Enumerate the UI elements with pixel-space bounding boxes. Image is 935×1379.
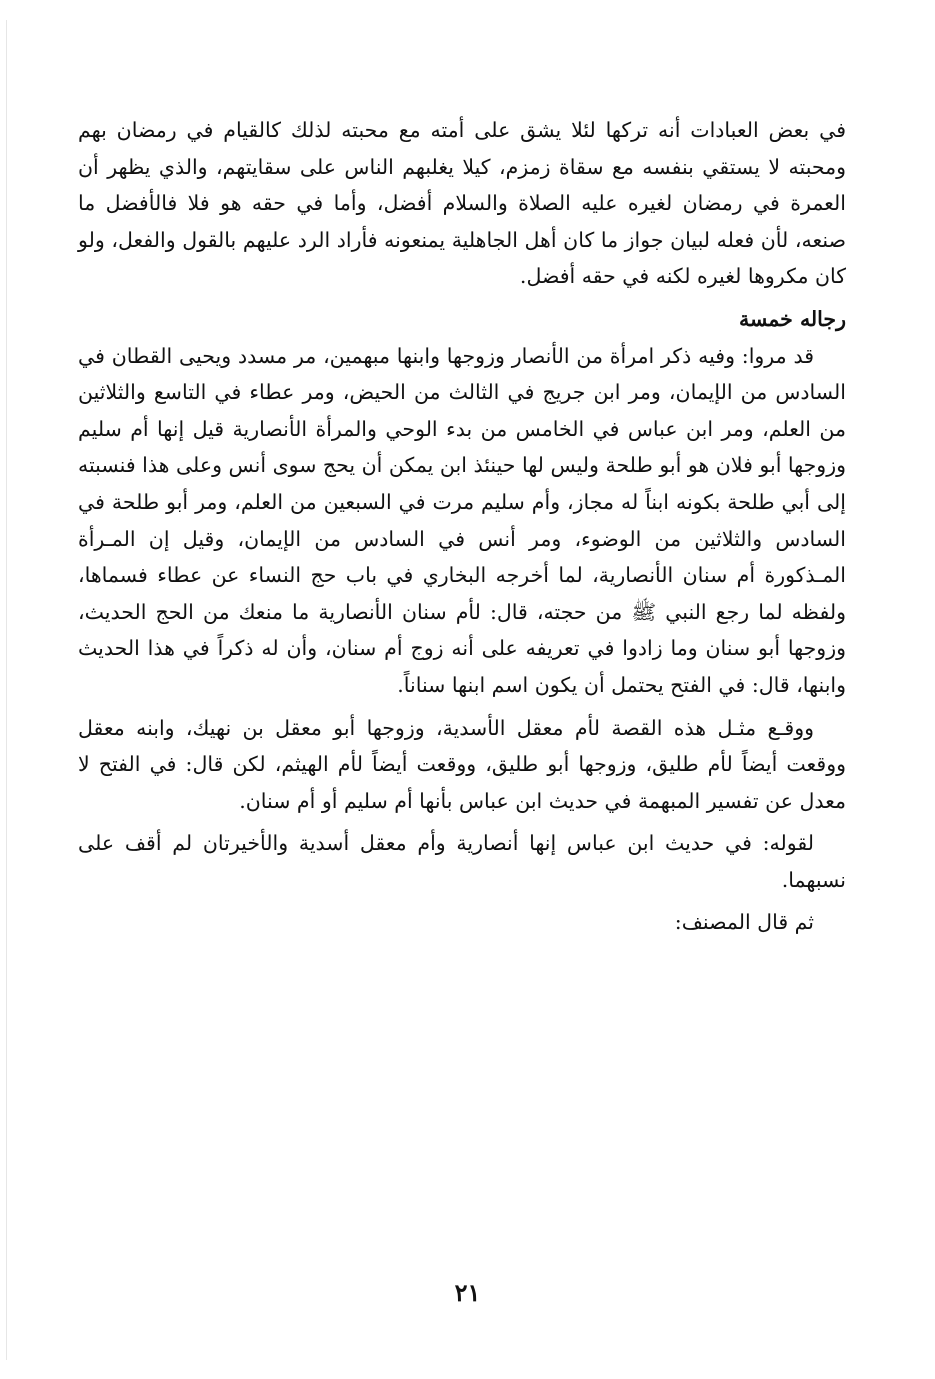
scan-edge-line xyxy=(6,20,7,1360)
page-body xyxy=(78,112,846,947)
paragraph-author-said: ثم قال المصنف: xyxy=(674,910,814,935)
paragraph-his-saying: لقوله: في حديث ابن عباس إنها أنصارية وأم معقل أسدية والأخيرتان لم أقف على نسبهما. xyxy=(78,831,846,892)
paragraph-similar-story: ووقـع مثـل هذه القصة لأم معقل الأسدية، وزوجها أبو معقل بن نهيك، وابنه معقل ووقعت أيضاً لأم طليق، وزوجها أبو طليق، ووقعت أيضاً لأم الهيثم، لكن قال: في الفتح لا معدل عن تفسير المبهمة في حديث ابن عباس بأنها أم سليم أو أم سنان. xyxy=(78,715,846,813)
page-number: ٢١ xyxy=(454,1278,481,1307)
section-heading: رجاله خمسة xyxy=(739,306,846,331)
paragraph-ramadan-umrah: في بعض العبادات أنه تركها لئلا يشق على أمته مع محبته لذلك كالقيام في رمضان بهم ومحبته لا يستقي بنفسه مع سقاة زمزم، كيلا يغلبهم الناس على سقايتهم، والذي يظهر أن العمرة في رمضان لغيره عليه الصلاة والسلام أفضل، وأما في حقه هو فلا فالأفضل ما صنعه، لأن فعله لبيان جواز ما كان أهل الجاهلية يمنعونه فأراد الرد عليهم بالقول والفعل، ولو كان مكروها لغيره لكنه في حقه أفضل. xyxy=(78,118,846,289)
paragraph-narrators: قد مروا: وفيه ذكر امرأة من الأنصار وزوجها وابنها مبهمين، مر مسدد ويحيى القطان في السادس من الإيمان، ومر ابن جريج في الثالث من الحيض، ومر عطاء في التاسع والثلاثين من العلم، ومر ابن عباس في الخامس من بدء الوحي والمرأة الأنصارية قيل إنها أم سليم وزوجها أبو فلان هو أبو طلحة وليس لها حينئذ ابن يمكن أن يحج سوى أنس وعلى هذا فنسبته إلى أبي طلحة بكونه ابناً له مجاز، وأم سليم مرت في السبعين من العلم، ومر أبو طلحة في السادس والثلاثين من الوضوء، ومر أنس في السادس من الإيمان، وقيل إن المـرأة المـذكورة أم سنان الأنصارية، لما أخرجه البخاري في باب حج النساء عن عطاء فسماها، ولفظه لما رجع النبي ﷺ من حجته، قال: لأم سنان الأنصارية ما منعك من الحج الحديث، وزوجها أبو سنان وما زادوا في تعريفه على أنه زوج أم سنان، وأن له ذكراً في هذا الحديث وابنها، قال: في الفتح يحتمل أن يكون اسم ابنها سناناً. xyxy=(78,343,846,697)
